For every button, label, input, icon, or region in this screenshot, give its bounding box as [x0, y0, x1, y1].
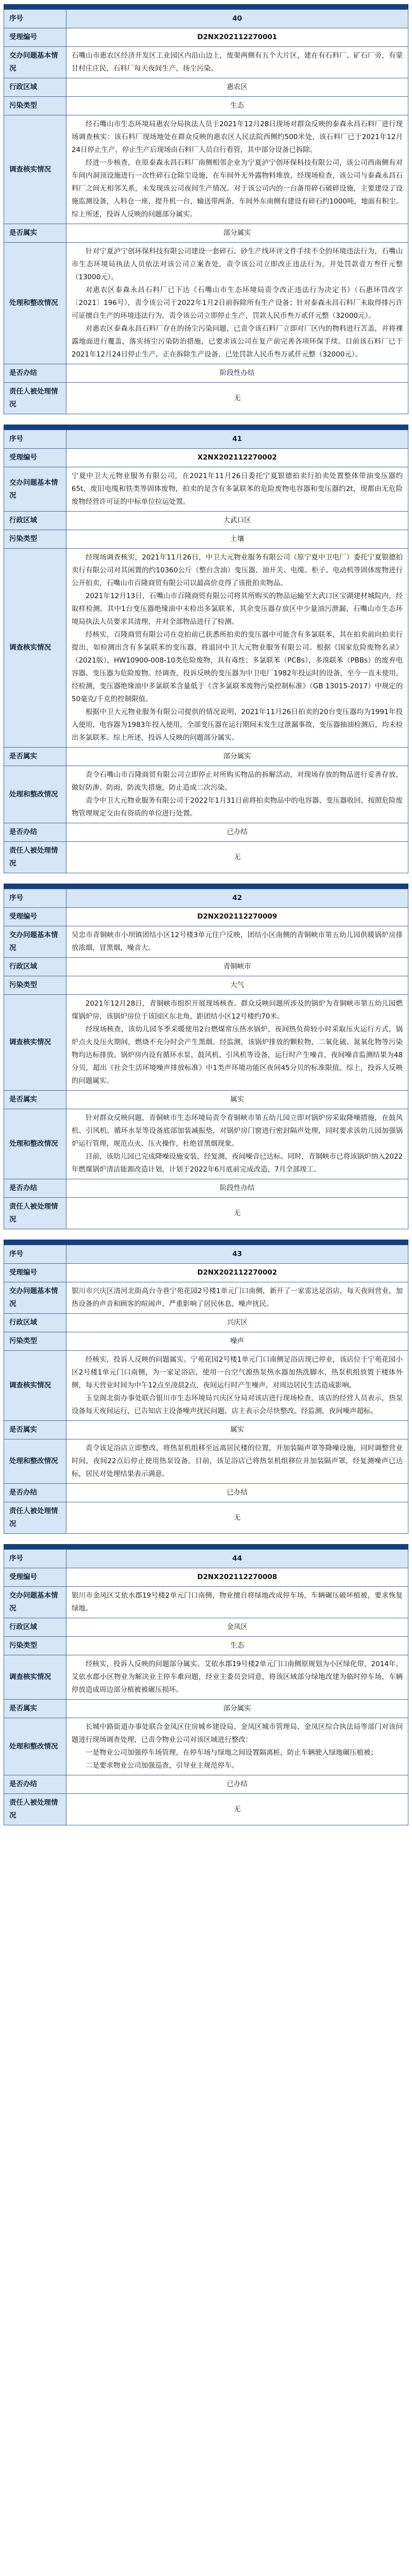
- district-label: 行政区域: [4, 1314, 66, 1332]
- case-record: [4, 1240, 408, 1534]
- case-table: [4, 9, 408, 414]
- district-value: 兴庆区: [66, 1314, 408, 1332]
- issue-value: 银川市兴庆区清河北街高台寺巷宁苑花园2号楼1单元门口南侧，新开了一家雷达足浴店，每天夜间营业，加热设备的声音和顾客的喧闹声，严重影响了居民休息，噪声扰民。: [66, 1282, 408, 1314]
- rectified-value: 已办结: [66, 823, 408, 842]
- seq-label: 序号: [4, 1245, 66, 1264]
- verified-row: [4, 748, 408, 766]
- investigation-label: 调查核实情况: [4, 549, 66, 748]
- issue-label: 交办问题基本情况: [4, 47, 66, 78]
- handling-paragraph: 针对群众反映问题，青铜峡市生态环境局责令青铜峡市第五幼儿园立即对锅炉房采取降噪措施，在鼓风机、引风机、循环水泵等设备底部加装减振垫，对锅炉房门窗进行密封隔声处理，同时要求该幼儿园加强锅炉运行管理，规范点火、压火操作，杜绝冒黑烟现象。: [72, 1114, 403, 1148]
- investigation-value: [66, 1351, 408, 1421]
- issue-row: [4, 1587, 408, 1618]
- handling-row: [4, 766, 408, 823]
- rectified-row: [4, 823, 408, 842]
- accountable-row: [4, 1794, 408, 1825]
- investigation-row: [4, 115, 408, 224]
- record-header-bar: [4, 884, 408, 889]
- case-no-row: [4, 908, 408, 926]
- verified-label: 是否属实: [4, 224, 66, 243]
- pollution-row: [4, 1637, 408, 1655]
- handling-value: [66, 243, 408, 364]
- seq-label: 序号: [4, 889, 66, 908]
- issue-label: 交办问题基本情况: [4, 467, 66, 512]
- case-no-label: 受理编号: [4, 908, 66, 926]
- case-no-label: 受理编号: [4, 1568, 66, 1587]
- investigation-paragraph: 经核实，百隆商贸有限公司在竞拍前已获悉所拍卖的变压器中可能含有多氯联苯，其在拍卖前向拍卖行提出，如检测出含有多氯联苯的变压器，将退回中卫大元物业服务有限公司。根据《国家危险废物名录》（2021版），HW10900-008-10类危险废物，具有毒性；多氯联苯（PCBs），多溴联苯（PBBs）的废弃电容器、变压器为危险废物。经调查，投诉反映的变压器为中卫电厂1982年投运时的设备，至今一直未使用，经检测，变压器绝缘油中多氯联苯含量低于《含多氯联苯废物污染控制标准》（GB 13015-2017）中规定的50毫克/千克的控制限值。: [72, 631, 403, 703]
- investigation-row: [4, 1655, 408, 1700]
- record-header-bar: [4, 425, 408, 430]
- handling-value: [66, 1718, 408, 1775]
- pollution-value: 噪声: [66, 1332, 408, 1351]
- case-no-value: D2NX202112270008: [66, 1568, 408, 1587]
- verified-value: 部分属实: [66, 748, 408, 766]
- handling-label: 处理和整改情况: [4, 243, 66, 364]
- investigation-paragraph: 经现场核查，该幼儿园冬季采暖使用2台燃煤常压热水锅炉，夜间热负荷较小时采取压火运行方式，锅炉点火及压火期间，燃烧不充分时会产生黑烟。经监测，该锅炉排放的颗粒物、二氧化硫、氮氧化物等污染物均达标排放。锅炉房内设有循环水泵、鼓风机、引风机等设备，运行时产生噪音，夜间噪音监测结果为48分贝，超出《社会生活环境噪声排放标准》中1类声环境功能区夜间45分贝的标准限值。综上，投诉人反映的问题属实。: [72, 1025, 403, 1085]
- district-label: 行政区域: [4, 512, 66, 530]
- seq-value: 43: [66, 1245, 408, 1264]
- verified-value: 部分属实: [66, 224, 408, 243]
- issue-label: 交办问题基本情况: [4, 926, 66, 958]
- case-table: [4, 1549, 408, 1825]
- record-header-bar: [4, 4, 408, 9]
- case-table: [4, 1245, 408, 1534]
- verified-row: [4, 1091, 408, 1109]
- handling-paragraph: 一是物业公司加强停车场管理，在停车场与绿地之间设置隔离桩，防止车辆驶入绿地碾压植被；: [85, 1749, 377, 1757]
- verified-row: [4, 224, 408, 243]
- rectified-label: 是否办结: [4, 823, 66, 842]
- rectified-row: [4, 1484, 408, 1502]
- seq-row: [4, 430, 408, 449]
- district-row: [4, 1618, 408, 1637]
- investigation-paragraph: 经石嘴山市生态环境局惠农分局执法人员于2021年12月28日现场对群众反映的泰森永昌石料厂进行现场调查核实：该石料厂现场地处在群众反映的惠农区人民法院西侧约500米处，该石料厂已于2021年12月24日停止生产，停止生产后现场由石料厂人员自行看管，其中部分设备已拆除。: [72, 120, 403, 154]
- pollution-row: [4, 976, 408, 995]
- accountable-value: 无: [66, 842, 408, 873]
- rectified-label: 是否办结: [4, 1775, 66, 1794]
- case-record: [4, 425, 408, 873]
- case-no-value: D2NX202112270002: [66, 1264, 408, 1282]
- handling-label: 处理和整改情况: [4, 1109, 66, 1179]
- seq-label: 序号: [4, 1550, 66, 1568]
- seq-value: 41: [66, 430, 408, 449]
- investigation-value: [66, 1655, 408, 1700]
- handling-label: 处理和整改情况: [4, 766, 66, 823]
- case-record: [4, 1544, 408, 1825]
- investigation-paragraph: 2021年12月13日，石嘴山市百隆商贸有限公司将其所购买的物品运输至大武口区宝湖建材城院内，经取样检测，其中1台变压器绝缘油中未检出多氯联苯，其余变压器存放区中少量油污泄漏，石嘴山市生态环境局执法人员要求其清理，并对全部物品进行了检测。: [72, 592, 403, 626]
- rectified-row: [4, 364, 408, 383]
- handling-label: 处理和整改情况: [4, 1439, 66, 1484]
- case-no-row: [4, 1568, 408, 1587]
- case-no-value: D2NX202112270001: [66, 28, 408, 47]
- handling-row: [4, 1109, 408, 1179]
- rectified-row: [4, 1775, 408, 1794]
- accountable-row: [4, 842, 408, 873]
- district-row: [4, 78, 408, 97]
- case-no-label: 受理编号: [4, 28, 66, 47]
- rectified-label: 是否办结: [4, 364, 66, 383]
- pollution-row: [4, 530, 408, 549]
- district-label: 行政区域: [4, 78, 66, 97]
- pollution-label: 污染类型: [4, 1637, 66, 1655]
- case-no-label: 受理编号: [4, 1264, 66, 1282]
- investigation-label: 调查核实情况: [4, 1655, 66, 1700]
- seq-row: [4, 889, 408, 908]
- case-record: [4, 4, 408, 414]
- seq-row: [4, 10, 408, 28]
- issue-value: 吴忠市青铜峡市小坝镇团结小区12号楼3单元住户反映，团结小区南侧的青铜峡市第五幼儿园供暖锅炉房排放浓烟，冒黑烟，噪音大。: [66, 926, 408, 958]
- issue-row: [4, 926, 408, 958]
- investigation-label: 调查核实情况: [4, 115, 66, 224]
- accountable-row: [4, 1198, 408, 1229]
- handling-row: [4, 243, 408, 364]
- investigation-paragraph: 经进一步核查，在原泰森永昌石料厂南侧相邻企业为宁夏泸宁创环保科技有限公司，该公司西南侧有对车间内洞顶设施进行一次性碎石仓除尘设施，在车间外无外露物料堆放，经现场检查，该公司与泰森永昌石料厂之间无相邻关系，未发现该公司夜间生产情况。对于该公司内的一台备用碎石破碎设施，主要建设了设施监测设备，人料仓一座，提升机一台，输送带两条，车间外东南侧有建设有碎石约1000吨，地面有积尘。综上所述，投诉人反映的问题部分属实。: [72, 159, 403, 218]
- investigation-row: [4, 1351, 408, 1421]
- investigation-paragraph: 经核实，投诉人反映的问题部分属实。艾依水郡19号楼2单元门口南侧原规划为小区绿化带，2014年，艾依水郡小区物业为解决业主停车难问题，经业主委员会同意，将该区域部分绿地改建为临时停车场，车辆停放造成周边部分植被被碾压损坏。: [72, 1660, 403, 1694]
- district-label: 行政区域: [4, 958, 66, 976]
- issue-value: 石嘴山市惠农区经济开发区工业园区内沿山边上，废渠两侧有五个大片区，建在有石料厂、矿石厂旁，有蒙甘村庄庄民，石料厂每天夜间生产，扬尘污染。: [66, 47, 408, 78]
- pollution-label: 污染类型: [4, 530, 66, 549]
- seq-row: [4, 1550, 408, 1568]
- investigation-paragraph: 2021年12月28日，青铜峡市组织开展现场核查。群众反映问题所涉及的锅炉为青铜峡市第五幼儿园燃煤锅炉房，该锅炉房位于该园区东北角，距团结小区12号楼约70米。: [72, 999, 403, 1021]
- seq-row: [4, 1245, 408, 1264]
- district-value: 惠农区: [66, 78, 408, 97]
- handling-paragraph: 长城中路街道办事处联合金凤区住房城乡建设局、金凤区城市管理局、金凤区综合执法局等部门对该问题进行现场调查处理，已责令物业公司对该区域进行整改：: [72, 1723, 403, 1744]
- verified-value: 部分属实: [66, 1700, 408, 1718]
- record-header-bar: [4, 1544, 408, 1549]
- handling-row: [4, 1718, 408, 1775]
- district-row: [4, 1314, 408, 1332]
- accountable-value: 无: [66, 383, 408, 414]
- pollution-label: 污染类型: [4, 97, 66, 115]
- case-no-row: [4, 1264, 408, 1282]
- handling-value: [66, 1109, 408, 1179]
- accountable-label: 责任人被处理情况: [4, 1198, 66, 1229]
- rectified-row: [4, 1179, 408, 1198]
- handling-paragraph: 针对宁夏泸宁创环保科技有限公司建设一套碎石、砂生产线环评文件手续不全的环境违法行为，石嘴山市生态环境局执法人员依法对该公司立案查处，责令该公司立即改正违法行为，并处罚款壹万叁仟元整（13000元）。: [72, 247, 403, 281]
- investigation-paragraph: 根据中卫大元物业服务有限公司提供的情况说明，2021年11月26日拍卖的20台变压器均为1991年投入使用，电容器为1983年投入使用，全部变压器在运行期间未发生过泄漏事故，变压器抽油检测后，均未检出多氯联苯。综上所述，投诉人反映的问题部分属实。: [72, 708, 403, 742]
- case-no-label: 受理编号: [4, 449, 66, 467]
- district-row: [4, 958, 408, 976]
- investigation-label: 调查核实情况: [4, 1351, 66, 1421]
- rectified-label: 是否办结: [4, 1179, 66, 1198]
- pollution-value: 大气: [66, 976, 408, 995]
- handling-paragraph: 对惠农区泰森永昌石料厂存在的扬尘污染问题，已责令该石料厂立即对厂区内的物料进行苫盖，并将裸露地面进行覆盖，落实扬尘污染防治措施，已要求该公司在复产前完善各项环保手续。目前该石料厂已于2021年12月24日停止生产，正在拆除生产设备，已处罚款人民币叁万贰仟元整（32000元）。: [72, 325, 403, 359]
- accountable-value: 无: [66, 1794, 408, 1825]
- issue-value: 宁夏中卫大元物业服务有限公司，在2021年11月26日委托宁夏银德拍卖行拍卖处置整体带油变压器约65t，废旧电缆和铁类等固体废物，拍卖的是含有多氯联苯的危险废物电容器和变压器约2t，现都由无危险废物经营许可证的中标单位拉运处置。: [66, 467, 408, 512]
- verified-label: 是否属实: [4, 1091, 66, 1109]
- pollution-row: [4, 1332, 408, 1351]
- verified-label: 是否属实: [4, 1421, 66, 1439]
- issue-row: [4, 1282, 408, 1314]
- pollution-row: [4, 97, 408, 115]
- issue-row: [4, 47, 408, 78]
- seq-label: 序号: [4, 430, 66, 449]
- investigation-paragraph: 经核实，投诉人反映的问题属实。宁苑花园2号楼1单元门口南侧足浴店现已停业，该店位于宁苑花园小区2号楼1单元门口南侧，为一家足浴店，使用一台空气源热泵热水器加热洗脚水，热泵机组放置于楼体外侧，每天营业时间为中午12点至凌晨2点，夜间运行时产生噪声，对周边居民生活造成影响。: [72, 1355, 403, 1389]
- accountable-label: 责任人被处理情况: [4, 383, 66, 414]
- handling-value: [66, 766, 408, 823]
- verified-value: 属实: [66, 1091, 408, 1109]
- rectified-label: 是否办结: [4, 1484, 66, 1502]
- investigation-value: [66, 995, 408, 1091]
- seq-value: 44: [66, 1550, 408, 1568]
- accountable-value: 无: [66, 1198, 408, 1229]
- issue-value: 银川市金凤区艾依水郡19号楼2单元门口南侧，物业擅自将绿地改成停车场，车辆碾压破坏植被，要求恢复绿地。: [66, 1587, 408, 1618]
- issue-label: 交办问题基本情况: [4, 1587, 66, 1618]
- case-record: [4, 884, 408, 1229]
- pollution-value: 生态: [66, 1637, 408, 1655]
- case-no-row: [4, 28, 408, 47]
- handling-paragraph: 对惠农区泰森永昌石料厂已下达《石嘴山市生态环境局责令改正违法行为决定书》（石惠环罚改字〔2021〕196号），责令该公司于2022年1月2日前拆除所有生产设备；针对泰森永昌石料厂未取得排污许可证擅自生产的环境违法行为，责令该公司立即停止生产，罚款人民币叁万贰仟元整（32000元）。: [72, 286, 403, 320]
- verified-label: 是否属实: [4, 1700, 66, 1718]
- handling-label: 处理和整改情况: [4, 1718, 66, 1775]
- pollution-label: 污染类型: [4, 976, 66, 995]
- handling-paragraph: 二是要求物业公司加强巡查，引导业主规范停车。: [85, 1761, 238, 1770]
- handling-row: [4, 1439, 408, 1484]
- investigation-value: [66, 115, 408, 224]
- investigation-label: 调查核实情况: [4, 995, 66, 1091]
- pollution-value: 土壤: [66, 530, 408, 549]
- accountable-label: 责任人被处理情况: [4, 842, 66, 873]
- accountable-row: [4, 1502, 408, 1534]
- district-value: 大武口区: [66, 512, 408, 530]
- investigation-row: [4, 549, 408, 748]
- handling-paragraph: 责令该足浴店立即整改，将热泵机组移至远离居民楼的位置，并加装隔声罩等降噪设施，同时调整营业时间，夜间22点后停止使用热泵设备。目前，该足浴店已将热泵机组移位并加装隔声罩，经复测噪声已达标，居民对处理结果表示满意。: [72, 1444, 403, 1478]
- accountable-label: 责任人被处理情况: [4, 1502, 66, 1534]
- issue-row: [4, 467, 408, 512]
- handling-paragraph: 责令石嘴山市百隆商贸有限公司立即停止对所购买物品的拆解活动，对现场存放的物品进行妥善存放，做好防渗、防雨、防流失措施，防止造成二次污染。: [72, 771, 403, 792]
- accountable-label: 责任人被处理情况: [4, 1794, 66, 1825]
- rectified-value: 阶段性办结: [66, 1179, 408, 1198]
- verified-label: 是否属实: [4, 748, 66, 766]
- issue-label: 交办问题基本情况: [4, 1282, 66, 1314]
- rectified-value: 已办结: [66, 1484, 408, 1502]
- record-header-bar: [4, 1240, 408, 1245]
- accountable-row: [4, 383, 408, 414]
- seq-label: 序号: [4, 10, 66, 28]
- investigation-value: [66, 549, 408, 748]
- case-no-row: [4, 449, 408, 467]
- rectified-value: 阶段性办结: [66, 364, 408, 383]
- pollution-value: 生态: [66, 97, 408, 115]
- case-table: [4, 430, 408, 873]
- investigation-row: [4, 995, 408, 1091]
- district-value: 青铜峡市: [66, 958, 408, 976]
- district-row: [4, 512, 408, 530]
- verified-value: 属实: [66, 1421, 408, 1439]
- district-value: 金凤区: [66, 1618, 408, 1637]
- seq-value: 40: [66, 10, 408, 28]
- verified-row: [4, 1421, 408, 1439]
- rectified-value: 已办结: [66, 1775, 408, 1794]
- accountable-value: 无: [66, 1502, 408, 1534]
- pollution-label: 污染类型: [4, 1332, 66, 1351]
- handling-paragraph: 责令中卫大元物业服务有限公司于2022年1月31日前将拍卖物品中的电容器、变压器收回，按照危险废物管理规定交由有资质的单位进行处置。: [72, 796, 403, 818]
- verified-row: [4, 1700, 408, 1718]
- case-no-value: X2NX202112270002: [66, 449, 408, 467]
- case-table: [4, 889, 408, 1229]
- handling-paragraph: 目前，该幼儿园已完成降噪设施安装，经复测，夜间噪音已达标。同时，青铜峡市已将该锅炉纳入2022年燃煤锅炉清洁能源改造计划，计划于2022年6月底前完成改造，7月全部竣工。: [72, 1153, 403, 1174]
- investigation-paragraph: 玉皇阁北街办事处联合银川市生态环境局兴庆区分局对该店进行现场检查，该店的经营人员表示，热泵设备每天夜间运行，已告知店主设备噪声扰民问题，店主表示会尽快整改。经监测，夜间噪声超标。: [72, 1394, 403, 1415]
- case-no-value: D2NX202112270009: [66, 908, 408, 926]
- investigation-paragraph: 经现场调查核实，2021年11月26日，中卫大元物业服务有限公司（原宁夏中卫电厂）委托宁夏银德拍卖行有限公司对其闲置的约10360公斤（整台含油）变压器、油开关、电缆、柜子、电动机等固体废物进行公开拍卖，石嘴山市百隆商贸有限公司以最高价竞得了该批拍卖物品。: [72, 553, 403, 587]
- district-label: 行政区域: [4, 1618, 66, 1637]
- seq-value: 42: [66, 889, 408, 908]
- handling-value: [66, 1439, 408, 1484]
